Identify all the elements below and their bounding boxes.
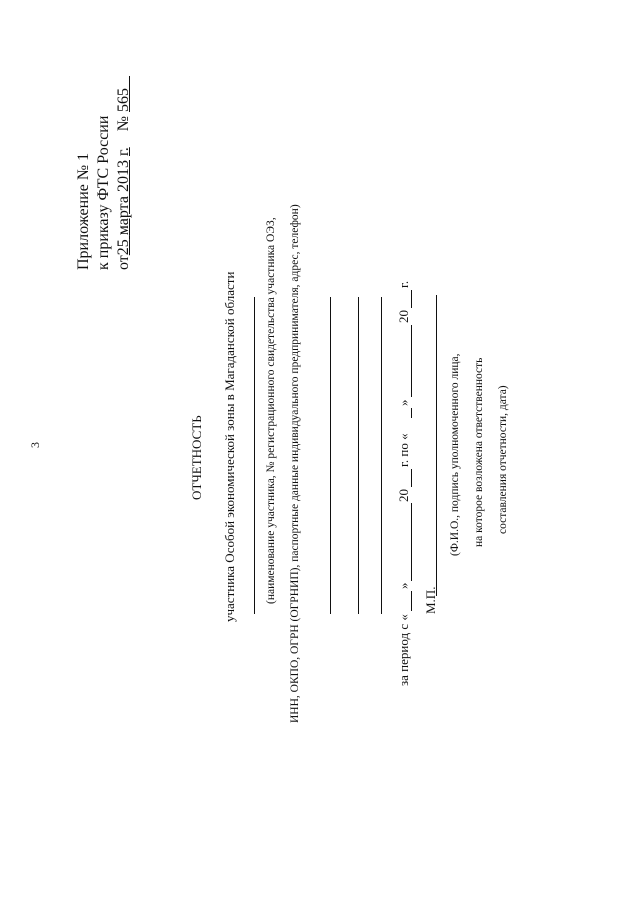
form-title: ОТЧЕТНОСТЬ <box>189 415 204 500</box>
period-to-month-line <box>411 325 412 397</box>
page-number: 3 <box>28 442 42 448</box>
appendix-order-date <box>116 76 132 270</box>
date-suffix: г. <box>115 147 132 157</box>
period-to-year-line <box>411 290 412 308</box>
date-prefix: от <box>115 255 132 270</box>
signature-caption-line2: на которое возложена ответственность <box>473 357 485 547</box>
period-from-day-line <box>411 591 412 611</box>
order-number: 565 <box>115 87 132 112</box>
date-year: 2013 <box>115 160 132 193</box>
participant-details-line1 <box>330 297 331 614</box>
participant-name-line <box>254 297 255 614</box>
number-prefix: № <box>115 115 132 132</box>
signature-caption-line1: (Ф.И.О., подпись уполномоченного лица, <box>449 353 461 556</box>
period-to-prefix: г. по « <box>396 433 411 467</box>
period-to-day-line <box>411 408 412 418</box>
date-day: 25 <box>115 239 132 256</box>
period-from-year-line <box>411 469 412 487</box>
period-from-month-line <box>411 503 412 581</box>
period-from-close: » <box>396 582 411 589</box>
form-subtitle: участника Особой экономической зоны в Магаданской области <box>222 271 237 622</box>
participant-caption-line2: ИНН, ОКПО, ОГРН (ОГРНИП), паспортные данные индивидуального предпринимателя, адрес, телефон) <box>289 204 301 723</box>
signature-line <box>436 295 437 596</box>
period-to-close: » <box>396 399 411 406</box>
period-prefix: за период с « <box>396 614 411 686</box>
participant-details-line2 <box>358 297 359 614</box>
period-to-year-prefix: 20 <box>396 310 411 323</box>
period-from-year-prefix: 20 <box>396 489 411 502</box>
date-month: марта <box>115 196 132 236</box>
seal-label: М.П. <box>423 586 438 614</box>
appendix-order-ref: к приказу ФТС России <box>95 115 112 270</box>
participant-details-line3 <box>381 297 382 614</box>
appendix-number: Приложение № 1 <box>75 152 92 270</box>
period-suffix: г. <box>396 280 411 288</box>
participant-caption-line1: (наименование участника, № регистрационного свидетельства участника ОЭЗ, <box>265 217 277 604</box>
signature-caption-line3: составления отчетности, дата) <box>497 385 509 534</box>
